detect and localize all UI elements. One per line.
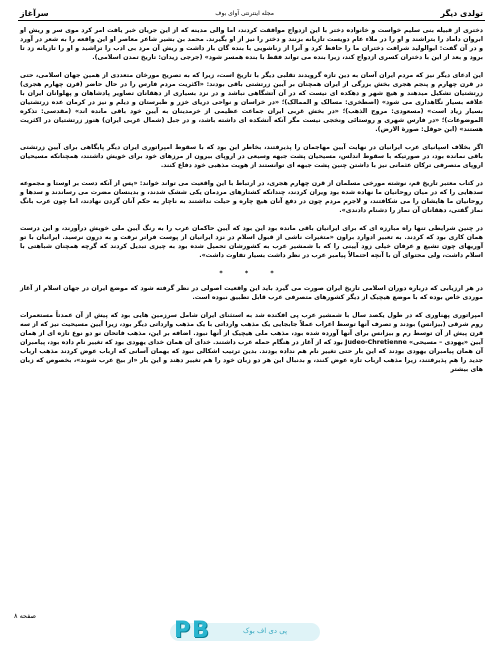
page-header bbox=[20, 6, 483, 20]
page-number: صفحه ۸ bbox=[14, 612, 37, 620]
header-issue-title: تولدی دیگر bbox=[440, 8, 483, 18]
paragraph-4: در کتاب معتبر تاریخ قم، نوشته مورخی مسلمان از قرن چهارم هجری، در ارتباط با این واقعیت می تواند خواند: «پس از آنکه دست بر اوستا و مجموعه سدهایی را که در میان روحانیان ما نهاده شده بود ویران کردند، چندانکه کشتارهای مردمان یکی ششک شدند، و بدینسان مضرت می رساندند و سدها و روحانیان ما هایشان را می شکافتند، و لاجرم مردم چون در دفع آنان هیچ چاره و حیلت نداشتند به ناچار به حکم آنان گردن نهادند، اما چون عرب بانگ نماز گفتی، دهقانان آن نماز را دشنام دادندی». bbox=[20, 180, 483, 214]
pdfbook-logo bbox=[170, 618, 320, 644]
paragraph-7: امپراتوری پهناوری که در طول یکصد سال با شمشیر عرب پی افکنده شد به استثنای ایران شامل سرزمین هایی بود که پیش از آن عمدتاً مستعمرات روم شرقی (بیزانس) بودند و تصرف آنها توسط اعراب عملاً جابجایی یک مذهب وارداتی با یک مذهب وارداتی دیگر بود، زیرا آیین مسیحیت نیز که از سه قرن پیش از آن توسط رم و بیزانس برای آنها آورده شده بود، مذهب ملی هیچیک از آنها نبود. اضافه بر این، مذهب فاتحان نو دو نوع تازه ای از همان آیین «یهودی – مسیحی» Judeo-Chretienne بود که از آغاز در هنگام حمله عرب داشتند. خدای آن همان خدای یهودی بود که تغییر نام داده بود، پیامبران آن همان پیامبران یهودی بودند که این بار حتی تغییر نام هم نداده بودند. بدین ترتیب اشکالی نبود که بهمان آسانی که ارباب عوض کردند مذهب ارباب جدید را هم پذیرفتند، زیرا مذهب ارباب تازه عوض کنند، و بدنبال این هر دو زبان خود را هم تغییر دهند و این بار «از بیخ عرب شوند»، بخصوص که زبان های بیشتر bbox=[20, 312, 483, 373]
header-magazine-name: مجله اینترنتی آوای بوف bbox=[215, 9, 274, 17]
logo-letter-b: B bbox=[192, 618, 209, 643]
logo-letter-p: P bbox=[174, 618, 191, 643]
paragraph-3: اگر بخلاف اسپانیای عرب ایرانیان در نهایت آیین مهاجمان را پذیرفتند، بخاطر این بود که با سقوط امپراتوری ایران دیگر پایگاهی برای آیین زرتشتی باقی نمانده بود، در صورتیکه با سقوط اندلس، مسیحیان پشت جبهه وسیعی در اروپای بیرون از مرزهای خود برای خویش داشتند، همچنانکه مسیحیان اروپای متصرفی ترکان عثمانی نیز با داشتن چنین پشت جبهه ای توانستند از هویت مذهبی خود دفاع کنند. bbox=[20, 144, 483, 169]
article-body bbox=[20, 26, 483, 383]
logo-strapline: پی دی اف بوک bbox=[242, 627, 288, 635]
paragraph-1: دختری از قبیله بنی سلیم خواست و خانواده دختر با این ازدواج موافقت کردند، اما والی مدینه که از این جریان خبر یافت امر کرد موی سر و ریش او ابروان داماد را بتراشند و او را در ملاء عام دویست تازیانه بزنند و دختر را نیز از او بگیرند. محمد بن بشیر شاعر معاصر او این واقعه را به شعر در آورد و در آن گفت: ابوالولید شرافت دختران ما را حافظ کرد و آنرا از زناشویی با بنده گان باز داشت و ریش آن مرد بی ادب را تراشید و او را تازیانه زد تا برود و بعد از این با دختران کسری ازدواج کند، زیرا بنده می تواند فقط با بنده همسر شود» (جرجی زیدان: تاریخ تمدن اسلامی). bbox=[20, 27, 483, 61]
section-separator: * * * bbox=[219, 270, 284, 277]
header-rule bbox=[18, 20, 485, 21]
paragraph-2: این ادعای دیگر نیز که مردم ایران آسان به دین تازه گرویدند تقلبی دیگر با تاریخ است، زیرا که به تصریح مورخان متعددی از همین جهان اسلامی، حتی در قرن چهارم و پنجم هجری بخش بزرگی از ایران همچنان بر آیین زرتشتی باقی بودند: «اکثریت مردم فارس را در حال حاضر (قرن چهارم هجری) زرتشتیان تشکیل میدهند و هیچ شهر و دهکده ای نیست که در آن آتشگاهی نباشد و در نزد بسیاری از دهقانان تصاویر پادشاهان و پهلوانان ایران با علاقه بسیار نگاهداری می شود» (اصطخری: مسالک و الممالک)؛ «در خراسان و نواحی دریای خزر و طبرستان و دیلم و نیز در کرمان عده زرتشتیان بسیار زیاد است» (مسعودی: مروج الذهب)؛ «در بخش غربی ایران جماعت عظیمی از خرمدینان به آیین خود باقی مانده اند» (مقدسی: تذکره الموضوعات)؛ «در فارس شهری و روستائی ونخجی نیست مگر آنکه آتشکده ای داشته باشد، و در جبل (شمال غربی ایران) هنوز زرتشتیان در اکثریت هستند» (ابن حوقل: صورة الارض). bbox=[20, 72, 483, 133]
header-section-name: سرآغاز bbox=[20, 8, 49, 18]
paragraph-5: در چنین شرایطی تنها راه مبارزه ای که برای ایرانیان باقی مانده بود این بود که آیین حاکمان عرب را به رنگ آیین ملی خویش درآورند، و این درست همان کاری بود که کردند. به تعبیر ادوارد براون «متغیرات ناشی از قبول اسلام در نزد ایرانیان از پوست فراتر نرفت و به درون نرسید. ایرانیان با تو آوریهای چون تشیع و عرفان خیلی زود آیینی را که با شمشیر عرب به کشورشان تحمیل شده بود به چیزی تبدیل کردند که گرچه همچنان شباهتی با اسلام داشت، ولی محتوای آن با آنچه احتمالاً پیامبر عرب در نظر داشت بسیار تفاوت داشت». bbox=[20, 225, 483, 259]
paragraph-6: در هر ارزیابی که درباره دوران اسلامی تاریخ ایران صورت می گیرد باید این واقعیت اصولی در نظر گرفته شود که موضع ایران در جهان اسلام از آغاز موردی خاص بوده که با موضع هیچیک از دیگر کشورهای متصرفی عرب قابل تطبیق نبوده است. bbox=[20, 285, 483, 301]
